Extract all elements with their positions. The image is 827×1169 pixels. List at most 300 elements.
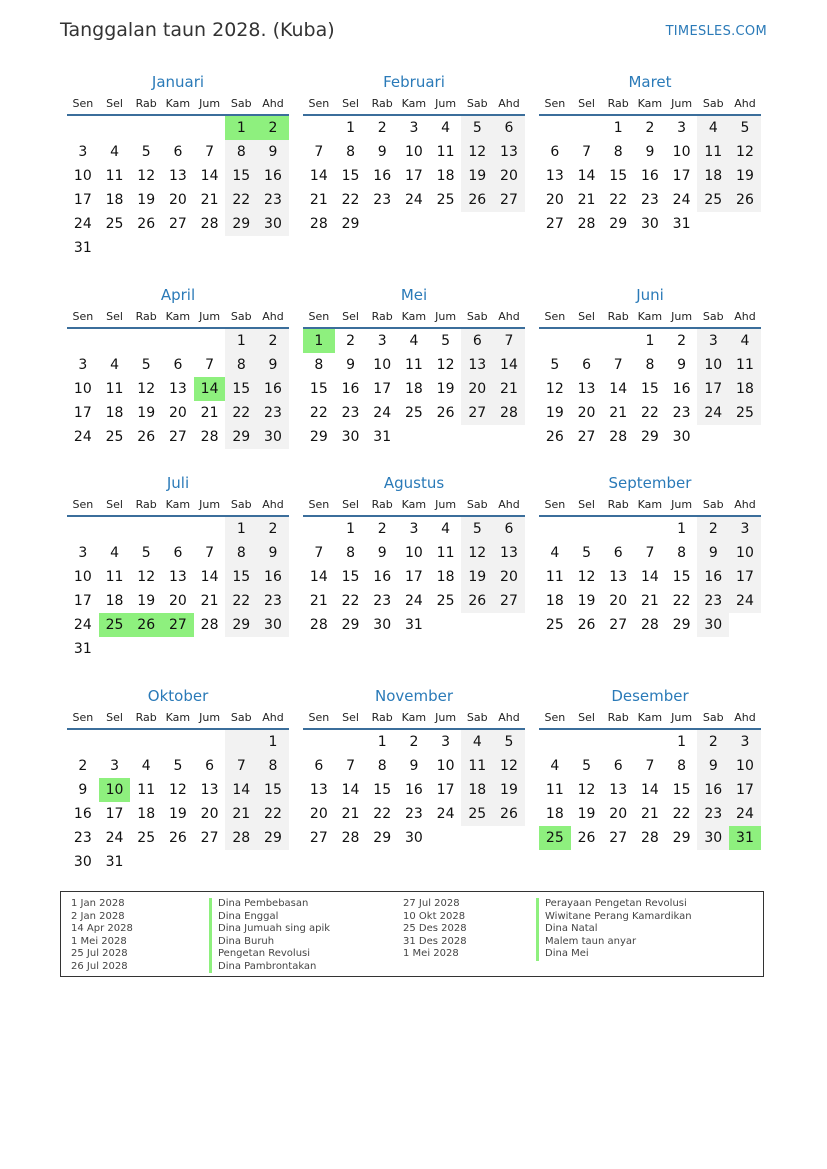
- day-cell[interactable]: 31: [672, 216, 691, 232]
- day-cell[interactable]: 13: [545, 168, 564, 184]
- day-cell[interactable]: 29: [225, 613, 257, 637]
- day-cell[interactable]: 22: [341, 593, 360, 609]
- day-cell[interactable]: 25: [539, 826, 571, 850]
- day-cell[interactable]: 28: [309, 617, 328, 633]
- day-cell[interactable]: 21: [309, 192, 328, 208]
- day-cell[interactable]: 10: [99, 778, 131, 802]
- day-cell[interactable]: 8: [677, 758, 687, 774]
- day-cell[interactable]: 14: [609, 381, 628, 397]
- day-cell[interactable]: 3: [78, 545, 88, 561]
- day-cell[interactable]: 16: [640, 168, 659, 184]
- day-cell[interactable]: 15: [373, 782, 392, 798]
- day-cell[interactable]: 26: [137, 429, 156, 445]
- day-cell[interactable]: 27: [168, 429, 187, 445]
- day-cell[interactable]: 17: [672, 168, 691, 184]
- day-cell[interactable]: 4: [441, 120, 451, 136]
- day-cell[interactable]: 19: [436, 381, 455, 397]
- day-cell[interactable]: 2: [645, 120, 655, 136]
- day-cell[interactable]: 24: [697, 401, 729, 425]
- day-cell[interactable]: 27: [162, 613, 194, 637]
- day-cell[interactable]: 11: [436, 545, 455, 561]
- day-cell[interactable]: 3: [729, 730, 761, 754]
- day-cell[interactable]: 25: [697, 188, 729, 212]
- day-cell[interactable]: 18: [461, 778, 493, 802]
- day-cell[interactable]: 12: [436, 357, 455, 373]
- day-cell[interactable]: 9: [697, 754, 729, 778]
- day-cell[interactable]: 15: [640, 381, 659, 397]
- day-cell[interactable]: 9: [257, 353, 289, 377]
- day-cell[interactable]: 29: [257, 826, 289, 850]
- day-cell[interactable]: 7: [645, 758, 655, 774]
- day-cell[interactable]: 27: [168, 216, 187, 232]
- day-cell[interactable]: 24: [404, 192, 423, 208]
- day-cell[interactable]: 16: [697, 778, 729, 802]
- day-cell[interactable]: 5: [173, 758, 183, 774]
- day-cell[interactable]: 26: [577, 617, 596, 633]
- day-cell[interactable]: 26: [545, 429, 564, 445]
- day-cell[interactable]: 1: [677, 521, 687, 537]
- day-cell[interactable]: 28: [640, 830, 659, 846]
- day-cell[interactable]: 3: [110, 758, 119, 774]
- day-cell[interactable]: 30: [257, 613, 289, 637]
- day-cell[interactable]: 9: [677, 357, 687, 373]
- day-cell[interactable]: 2: [697, 730, 729, 754]
- day-cell[interactable]: 6: [550, 144, 560, 160]
- day-cell[interactable]: 11: [404, 357, 423, 373]
- day-cell[interactable]: 1: [346, 521, 355, 537]
- day-cell[interactable]: 25: [436, 192, 455, 208]
- day-cell[interactable]: 16: [341, 381, 360, 397]
- day-cell[interactable]: 6: [173, 144, 183, 160]
- day-cell[interactable]: 8: [225, 541, 257, 565]
- day-cell[interactable]: 15: [341, 569, 360, 585]
- day-cell[interactable]: 22: [309, 405, 328, 421]
- day-cell[interactable]: 31: [73, 641, 92, 657]
- day-cell[interactable]: 19: [545, 405, 564, 421]
- day-cell[interactable]: 22: [225, 589, 257, 613]
- day-cell[interactable]: 21: [341, 806, 360, 822]
- day-cell[interactable]: 17: [404, 168, 423, 184]
- day-cell[interactable]: 10: [73, 381, 92, 397]
- day-cell[interactable]: 7: [205, 357, 215, 373]
- day-cell[interactable]: 1: [613, 120, 623, 136]
- day-cell[interactable]: 17: [73, 192, 92, 208]
- day-cell[interactable]: 17: [436, 782, 455, 798]
- day-cell[interactable]: 23: [697, 589, 729, 613]
- day-cell[interactable]: 17: [697, 377, 729, 401]
- day-cell[interactable]: 12: [461, 541, 493, 565]
- day-cell[interactable]: 27: [577, 429, 596, 445]
- day-cell[interactable]: 20: [493, 164, 525, 188]
- day-cell[interactable]: 20: [200, 806, 219, 822]
- day-cell[interactable]: 15: [672, 782, 691, 798]
- day-cell[interactable]: 6: [314, 758, 324, 774]
- day-cell[interactable]: 16: [257, 164, 289, 188]
- day-cell[interactable]: 11: [729, 353, 761, 377]
- day-cell[interactable]: 30: [404, 830, 423, 846]
- day-cell[interactable]: 23: [697, 802, 729, 826]
- day-cell[interactable]: 7: [314, 144, 324, 160]
- day-cell[interactable]: 24: [436, 806, 455, 822]
- day-cell[interactable]: 17: [73, 593, 92, 609]
- day-cell[interactable]: 13: [461, 353, 493, 377]
- day-cell[interactable]: 30: [697, 613, 729, 637]
- day-cell[interactable]: 6: [493, 116, 525, 140]
- day-cell[interactable]: 27: [309, 830, 328, 846]
- day-cell[interactable]: 14: [577, 168, 596, 184]
- day-cell[interactable]: 23: [373, 192, 392, 208]
- day-cell[interactable]: 27: [609, 617, 628, 633]
- day-cell[interactable]: 23: [257, 589, 289, 613]
- day-cell[interactable]: 20: [168, 405, 187, 421]
- day-cell[interactable]: 6: [493, 517, 525, 541]
- day-cell[interactable]: 15: [609, 168, 628, 184]
- day-cell[interactable]: 10: [373, 357, 392, 373]
- day-cell[interactable]: 3: [441, 734, 451, 750]
- day-cell[interactable]: 14: [225, 778, 257, 802]
- day-cell[interactable]: 24: [729, 802, 761, 826]
- day-cell[interactable]: 2: [257, 116, 289, 140]
- day-cell[interactable]: 25: [99, 613, 131, 637]
- day-cell[interactable]: 23: [373, 593, 392, 609]
- day-cell[interactable]: 30: [697, 826, 729, 850]
- day-cell[interactable]: 6: [613, 758, 623, 774]
- day-cell[interactable]: 29: [225, 212, 257, 236]
- day-cell[interactable]: 16: [404, 782, 423, 798]
- day-cell[interactable]: 29: [640, 429, 659, 445]
- day-cell[interactable]: 9: [697, 541, 729, 565]
- day-cell[interactable]: 9: [257, 541, 289, 565]
- day-cell[interactable]: 29: [609, 216, 628, 232]
- day-cell[interactable]: 10: [729, 754, 761, 778]
- day-cell[interactable]: 5: [729, 116, 761, 140]
- day-cell[interactable]: 8: [314, 357, 324, 373]
- day-cell[interactable]: 16: [73, 806, 92, 822]
- day-cell[interactable]: 12: [577, 782, 596, 798]
- day-cell[interactable]: 29: [341, 617, 360, 633]
- day-cell[interactable]: 7: [645, 545, 655, 561]
- day-cell[interactable]: 15: [257, 778, 289, 802]
- day-cell[interactable]: 18: [404, 381, 423, 397]
- day-cell[interactable]: 2: [697, 517, 729, 541]
- day-cell[interactable]: 13: [609, 782, 628, 798]
- day-cell[interactable]: 4: [110, 144, 119, 160]
- day-cell[interactable]: 22: [672, 593, 691, 609]
- day-cell[interactable]: 4: [110, 357, 119, 373]
- day-cell[interactable]: 11: [137, 782, 156, 798]
- day-cell[interactable]: 3: [697, 329, 729, 353]
- day-cell[interactable]: 11: [545, 782, 564, 798]
- day-cell[interactable]: 26: [493, 802, 525, 826]
- day-cell[interactable]: 13: [609, 569, 628, 585]
- day-cell[interactable]: 31: [105, 854, 124, 870]
- day-cell[interactable]: 20: [577, 405, 596, 421]
- day-cell[interactable]: 27: [493, 589, 525, 613]
- day-cell[interactable]: 9: [377, 144, 387, 160]
- day-cell[interactable]: 28: [341, 830, 360, 846]
- day-cell[interactable]: 16: [672, 381, 691, 397]
- day-cell[interactable]: 7: [314, 545, 324, 561]
- day-cell[interactable]: 22: [373, 806, 392, 822]
- day-cell[interactable]: 6: [173, 357, 183, 373]
- day-cell[interactable]: 2: [346, 333, 355, 349]
- day-cell[interactable]: 2: [78, 758, 88, 774]
- day-cell[interactable]: 21: [200, 593, 219, 609]
- day-cell[interactable]: 26: [461, 188, 493, 212]
- day-cell[interactable]: 15: [341, 168, 360, 184]
- day-cell[interactable]: 14: [640, 569, 659, 585]
- day-cell[interactable]: 25: [729, 401, 761, 425]
- day-cell[interactable]: 28: [309, 216, 328, 232]
- day-cell[interactable]: 14: [341, 782, 360, 798]
- day-cell[interactable]: 4: [141, 758, 151, 774]
- day-cell[interactable]: 18: [436, 569, 455, 585]
- day-cell[interactable]: 21: [640, 593, 659, 609]
- day-cell[interactable]: 26: [577, 830, 596, 846]
- day-cell[interactable]: 3: [78, 357, 88, 373]
- day-cell[interactable]: 15: [225, 164, 257, 188]
- day-cell[interactable]: 9: [257, 140, 289, 164]
- day-cell[interactable]: 23: [404, 806, 423, 822]
- day-cell[interactable]: 22: [672, 806, 691, 822]
- day-cell[interactable]: 27: [545, 216, 564, 232]
- day-cell[interactable]: 19: [577, 593, 596, 609]
- day-cell[interactable]: 18: [137, 806, 156, 822]
- day-cell[interactable]: 20: [609, 593, 628, 609]
- day-cell[interactable]: 19: [461, 565, 493, 589]
- day-cell[interactable]: 1: [346, 120, 355, 136]
- day-cell[interactable]: 13: [493, 541, 525, 565]
- day-cell[interactable]: 11: [545, 569, 564, 585]
- day-cell[interactable]: 8: [225, 353, 257, 377]
- day-cell[interactable]: 4: [550, 545, 560, 561]
- day-cell[interactable]: 26: [168, 830, 187, 846]
- day-cell[interactable]: 21: [609, 405, 628, 421]
- day-cell[interactable]: 1: [677, 734, 687, 750]
- day-cell[interactable]: 8: [346, 144, 355, 160]
- day-cell[interactable]: 27: [609, 830, 628, 846]
- day-cell[interactable]: 8: [377, 758, 387, 774]
- day-cell[interactable]: 14: [309, 168, 328, 184]
- day-cell[interactable]: 25: [545, 617, 564, 633]
- day-cell[interactable]: 3: [409, 120, 419, 136]
- day-cell[interactable]: 19: [461, 164, 493, 188]
- day-cell[interactable]: 9: [409, 758, 419, 774]
- day-cell[interactable]: 17: [73, 405, 92, 421]
- day-cell[interactable]: 13: [493, 140, 525, 164]
- day-cell[interactable]: 10: [404, 144, 423, 160]
- day-cell[interactable]: 23: [73, 830, 92, 846]
- day-cell[interactable]: 3: [729, 517, 761, 541]
- day-cell[interactable]: 7: [613, 357, 623, 373]
- day-cell[interactable]: 26: [436, 405, 455, 421]
- day-cell[interactable]: 6: [205, 758, 215, 774]
- day-cell[interactable]: 12: [168, 782, 187, 798]
- day-cell[interactable]: 20: [309, 806, 328, 822]
- day-cell[interactable]: 20: [545, 192, 564, 208]
- day-cell[interactable]: 10: [73, 168, 92, 184]
- day-cell[interactable]: 29: [309, 429, 328, 445]
- day-cell[interactable]: 17: [729, 565, 761, 589]
- day-cell[interactable]: 23: [257, 401, 289, 425]
- day-cell[interactable]: 29: [341, 216, 360, 232]
- day-cell[interactable]: 12: [493, 754, 525, 778]
- day-cell[interactable]: 13: [309, 782, 328, 798]
- day-cell[interactable]: 30: [257, 212, 289, 236]
- day-cell[interactable]: 5: [141, 144, 151, 160]
- day-cell[interactable]: 11: [697, 140, 729, 164]
- day-cell[interactable]: 20: [609, 806, 628, 822]
- day-cell[interactable]: 2: [257, 329, 289, 353]
- day-cell[interactable]: 12: [137, 381, 156, 397]
- day-cell[interactable]: 10: [729, 541, 761, 565]
- day-cell[interactable]: 7: [493, 329, 525, 353]
- day-cell[interactable]: 30: [640, 216, 659, 232]
- day-cell[interactable]: 8: [225, 140, 257, 164]
- day-cell[interactable]: 11: [461, 754, 493, 778]
- day-cell[interactable]: 18: [105, 405, 124, 421]
- day-cell[interactable]: 4: [110, 545, 119, 561]
- day-cell[interactable]: 14: [194, 377, 226, 401]
- day-cell[interactable]: 11: [105, 381, 124, 397]
- day-cell[interactable]: 13: [168, 569, 187, 585]
- day-cell[interactable]: 3: [78, 144, 88, 160]
- day-cell[interactable]: 25: [404, 405, 423, 421]
- day-cell[interactable]: 2: [377, 521, 387, 537]
- day-cell[interactable]: 21: [577, 192, 596, 208]
- day-cell[interactable]: 19: [137, 405, 156, 421]
- day-cell[interactable]: 16: [257, 565, 289, 589]
- day-cell[interactable]: 30: [73, 854, 92, 870]
- day-cell[interactable]: 31: [73, 240, 92, 256]
- day-cell[interactable]: 14: [309, 569, 328, 585]
- day-cell[interactable]: 29: [225, 425, 257, 449]
- day-cell[interactable]: 9: [645, 144, 655, 160]
- day-cell[interactable]: 5: [582, 758, 591, 774]
- day-cell[interactable]: 28: [609, 429, 628, 445]
- day-cell[interactable]: 19: [577, 806, 596, 822]
- day-cell[interactable]: 6: [613, 545, 623, 561]
- day-cell[interactable]: 7: [205, 144, 215, 160]
- day-cell[interactable]: 30: [373, 617, 392, 633]
- day-cell[interactable]: 7: [582, 144, 591, 160]
- day-cell[interactable]: 2: [377, 120, 387, 136]
- day-cell[interactable]: 4: [697, 116, 729, 140]
- day-cell[interactable]: 28: [640, 617, 659, 633]
- day-cell[interactable]: 7: [205, 545, 215, 561]
- day-cell[interactable]: 12: [137, 168, 156, 184]
- day-cell[interactable]: 28: [493, 401, 525, 425]
- day-cell[interactable]: 28: [577, 216, 596, 232]
- day-cell[interactable]: 5: [461, 116, 493, 140]
- day-cell[interactable]: 10: [404, 545, 423, 561]
- day-cell[interactable]: 18: [436, 168, 455, 184]
- day-cell[interactable]: 24: [404, 593, 423, 609]
- day-cell[interactable]: 13: [577, 381, 596, 397]
- day-cell[interactable]: 1: [225, 517, 257, 541]
- day-cell[interactable]: 19: [729, 164, 761, 188]
- day-cell[interactable]: 3: [409, 521, 419, 537]
- day-cell[interactable]: 6: [582, 357, 591, 373]
- day-cell[interactable]: 18: [105, 593, 124, 609]
- day-cell[interactable]: 22: [225, 188, 257, 212]
- day-cell[interactable]: 24: [73, 617, 92, 633]
- day-cell[interactable]: 11: [105, 168, 124, 184]
- day-cell[interactable]: 22: [257, 802, 289, 826]
- day-cell[interactable]: 17: [373, 381, 392, 397]
- day-cell[interactable]: 10: [672, 144, 691, 160]
- day-cell[interactable]: 13: [168, 381, 187, 397]
- day-cell[interactable]: 27: [461, 401, 493, 425]
- day-cell[interactable]: 4: [441, 521, 451, 537]
- day-cell[interactable]: 15: [309, 381, 328, 397]
- day-cell[interactable]: 8: [677, 545, 687, 561]
- day-cell[interactable]: 7: [225, 754, 257, 778]
- day-cell[interactable]: 4: [461, 730, 493, 754]
- day-cell[interactable]: 6: [461, 329, 493, 353]
- day-cell[interactable]: 9: [78, 782, 88, 798]
- day-cell[interactable]: 14: [640, 782, 659, 798]
- day-cell[interactable]: 24: [105, 830, 124, 846]
- day-cell[interactable]: 18: [697, 164, 729, 188]
- day-cell[interactable]: 12: [577, 569, 596, 585]
- day-cell[interactable]: 22: [341, 192, 360, 208]
- day-cell[interactable]: 28: [200, 216, 219, 232]
- day-cell[interactable]: 1: [225, 329, 257, 353]
- day-cell[interactable]: 21: [225, 802, 257, 826]
- day-cell[interactable]: 19: [137, 593, 156, 609]
- day-cell[interactable]: 10: [436, 758, 455, 774]
- day-cell[interactable]: 30: [257, 425, 289, 449]
- day-cell[interactable]: 16: [257, 377, 289, 401]
- day-cell[interactable]: 12: [137, 569, 156, 585]
- day-cell[interactable]: 1: [645, 333, 655, 349]
- day-cell[interactable]: 25: [461, 802, 493, 826]
- day-cell[interactable]: 10: [73, 569, 92, 585]
- day-cell[interactable]: 24: [729, 589, 761, 613]
- day-cell[interactable]: 9: [346, 357, 355, 373]
- day-cell[interactable]: 11: [105, 569, 124, 585]
- day-cell[interactable]: 20: [461, 377, 493, 401]
- day-cell[interactable]: 15: [672, 569, 691, 585]
- day-cell[interactable]: 21: [640, 806, 659, 822]
- day-cell[interactable]: 27: [493, 188, 525, 212]
- day-cell[interactable]: 30: [672, 429, 691, 445]
- day-cell[interactable]: 31: [373, 429, 392, 445]
- day-cell[interactable]: 8: [645, 357, 655, 373]
- day-cell[interactable]: 5: [493, 730, 525, 754]
- day-cell[interactable]: 29: [373, 830, 392, 846]
- day-cell[interactable]: 31: [729, 826, 761, 850]
- day-cell[interactable]: 30: [341, 429, 360, 445]
- day-cell[interactable]: 8: [257, 754, 289, 778]
- day-cell[interactable]: 5: [461, 517, 493, 541]
- day-cell[interactable]: 17: [105, 806, 124, 822]
- day-cell[interactable]: 25: [105, 429, 124, 445]
- day-cell[interactable]: 1: [225, 116, 257, 140]
- day-cell[interactable]: 4: [729, 329, 761, 353]
- day-cell[interactable]: 5: [141, 545, 151, 561]
- day-cell[interactable]: 12: [729, 140, 761, 164]
- day-cell[interactable]: 24: [73, 429, 92, 445]
- day-cell[interactable]: 13: [168, 168, 187, 184]
- day-cell[interactable]: 22: [225, 401, 257, 425]
- day-cell[interactable]: 7: [346, 758, 355, 774]
- day-cell[interactable]: 20: [168, 593, 187, 609]
- day-cell[interactable]: 12: [545, 381, 564, 397]
- day-cell[interactable]: 16: [697, 565, 729, 589]
- day-cell[interactable]: 1: [303, 329, 335, 353]
